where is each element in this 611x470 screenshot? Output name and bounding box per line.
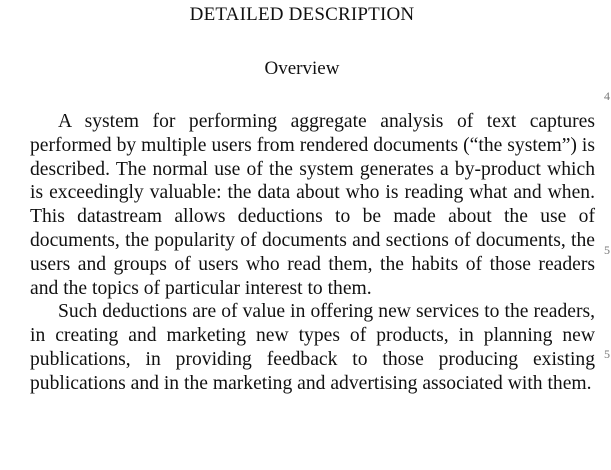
- section-title: DETAILED DESCRIPTION: [189, 4, 415, 25]
- paragraph: Such deductions are of value in offering new services to the readers, in creating and marketing new types of products, in planning new publications, in providing feedback to those producing existing publications and in the marketing and advertising associated with them.: [30, 301, 595, 394]
- margin-line-number: 5: [604, 347, 610, 361]
- paragraph: A system for performing aggregate analysis of text captures performed by multiple users from rendered documents (“the system”) is described. The normal use of the system generates a by-product which is exceedingly valuable: the data about who is reading what and when. This datastream allows deductions to be made about the use of documents, the popularity of documents and sections of documents, the users and groups of users who read them, the habits of those readers and the topics of particular interest to them.: [30, 111, 595, 299]
- margin-line-number: 5: [604, 243, 610, 257]
- margin-line-number: 4: [604, 89, 610, 103]
- body-text: [30, 110, 595, 396]
- subsection-title: Overview: [264, 58, 340, 79]
